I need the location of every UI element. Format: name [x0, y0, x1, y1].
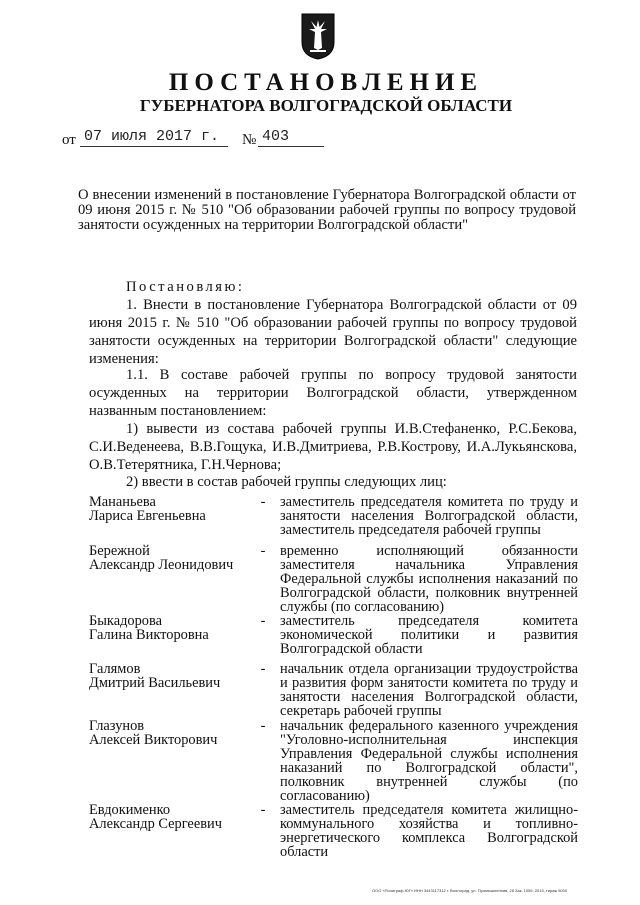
member-position: начальник отдела организации трудоустройства и развития форм занятости комитета по труду и занятости населения Волгоградской области, секретарь рабочей группы	[280, 661, 578, 719]
member-surname: Быкадорова	[89, 613, 162, 629]
member-position: заместитель председателя комитета экономической политики и развития Волгоградской области	[280, 613, 578, 657]
member-surname: Мананьева	[89, 494, 156, 510]
member-position: временно исполняющий обязанности заместителя начальника Управления Федеральной службы исполнения наказаний по Волгоградской области, полковник внутренней службы (по согласованию)	[280, 543, 578, 615]
subitem-2: 2) ввести в состав рабочей группы следующих лиц:	[126, 474, 447, 490]
member-dash: -	[260, 494, 266, 510]
member-given-names: Александр Сергеевич	[89, 816, 222, 832]
decree-number: 403	[258, 128, 324, 147]
date-number-line	[62, 128, 362, 152]
member-dash: -	[260, 661, 266, 677]
subitem-1: 1) вывести из состава рабочей группы И.В.Стефаненко, Р.С.Бекова, С.И.Веденеева, В.В.Гощука, И.В.Дмитриева, Р.В.Кострову, И.А.Лукьянскова, О.В.Тетерятника, Г.Н.Чернова;	[89, 421, 577, 473]
member-given-names: Алексей Викторович	[89, 732, 218, 748]
printer-imprint: ООО «Полиграф-ЮГ» ИНН 3443117312 г. Волгоград, ул. Промышленная, 28 Зак. 1055, 2015, тираж 5000	[372, 888, 568, 893]
member-name	[89, 495, 259, 523]
decree-date: 07 июля 2017 г.	[80, 128, 228, 147]
member-dash: -	[260, 613, 266, 629]
member-position: заместитель председателя комитета по труду и занятости населения Волгоградской области, заместитель председателя рабочей группы	[280, 494, 578, 538]
member-name	[89, 803, 259, 831]
number-label: №	[242, 132, 257, 148]
member-surname: Глазунов	[89, 718, 145, 734]
decree-word: Постановляю:	[126, 279, 245, 295]
member-dash: -	[260, 543, 266, 559]
decree-subject: О внесении изменений в постановление Губернатора Волгоградской области от 09 июня 2015 г. № 510 "Об образовании рабочей группы по вопросу трудовой занятости осужденных на территории Волгоградской области"	[78, 187, 576, 233]
member-surname: Бережной	[89, 543, 150, 559]
item-1-1: 1.1. В составе рабочей группы по вопросу трудовой занятости осужденных на территории Волгоградской области, утвержденном названным постановлением:	[89, 367, 577, 419]
member-position: начальник федерального казенного учреждения "Уголовно-исполнительная инспекция Управления Федеральной службы исполнения наказаний по Волгоградской области", полковник внутренней службы (по согласованию)	[280, 718, 578, 804]
member-name	[89, 544, 259, 572]
member-given-names: Александр Леонидович	[89, 557, 234, 573]
member-given-names: Галина Викторовна	[89, 627, 209, 643]
member-dash: -	[260, 802, 266, 818]
member-surname: Галямов	[89, 661, 141, 677]
document-title: ПОСТАНОВЛЕНИЕ	[168, 69, 484, 96]
member-name	[89, 614, 259, 642]
item-1: 1. Внести в постановление Губернатора Волгоградской области от 09 июня 2015 г. № 510 "Об образовании рабочей группы по вопросу трудовой занятости осужденных на территории Волгоградской области" следующие изменения:	[89, 297, 577, 367]
member-position: заместитель председателя комитета жилищно-коммунального хозяйства и топливно-энергетического комплекса Волгоградской области	[280, 802, 578, 860]
member-given-names: Лариса Евгеньевна	[89, 508, 206, 524]
member-given-names: Дмитрий Васильевич	[89, 675, 221, 691]
member-name	[89, 719, 259, 747]
from-label: от	[62, 132, 76, 148]
document-subtitle: ГУБЕРНАТОРА ВОЛГОГРАДСКОЙ ОБЛАСТИ	[139, 96, 513, 115]
coat-of-arms-emblem	[300, 12, 336, 60]
member-name	[89, 662, 259, 690]
member-surname: Евдокименко	[89, 802, 171, 818]
member-dash: -	[260, 718, 266, 734]
